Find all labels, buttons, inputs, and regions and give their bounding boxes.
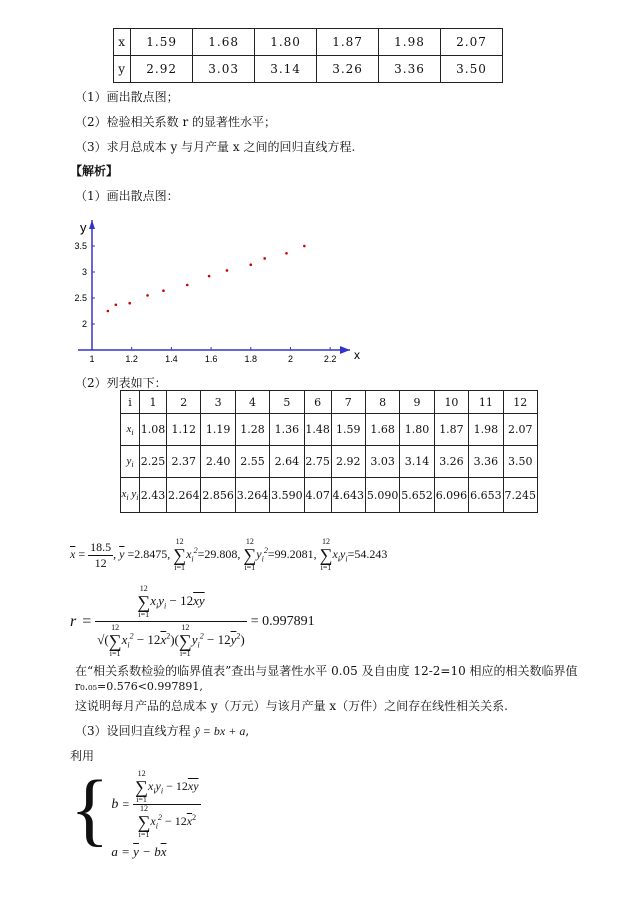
x-tick-label: 1.6 — [204, 354, 218, 364]
data-point — [285, 252, 288, 255]
table-row — [114, 56, 503, 83]
table-cell: 1.87 — [317, 29, 379, 56]
header-cell: 6 — [304, 391, 331, 414]
data-point — [186, 284, 189, 287]
computation-table — [120, 390, 538, 513]
header-cell: 12 — [503, 391, 537, 414]
table-cell: 1.98 — [469, 414, 503, 446]
table-cell: 3.26 — [434, 446, 468, 478]
question-3: （3）求月总成本 y 与月产量 x 之间的回归直线方程. — [75, 140, 356, 154]
x-tick-label: 1 — [89, 354, 95, 364]
y-tick-label: 3 — [81, 267, 87, 277]
table-row — [121, 446, 538, 478]
summary-statistics: $\overline{x}$ = $\frac{18.5}{12}$ , $\overline{y} =2.8475$, 12 ∑ i=1 $x_i^2=29.808$, 12 ∑ i=1 $y_i^2=99.2081$, 12 ∑ i=1 $x_iy_i=54.243$ — [70, 537, 388, 572]
ybar-value: =2.8475, — [127, 546, 171, 561]
table-cell: 1.08 — [140, 414, 167, 446]
table-cell: 6.096 — [434, 478, 468, 513]
table-cell: 4.643 — [331, 478, 365, 513]
critical-value: r₀.₀₅=0.576<0.997891, — [75, 680, 203, 693]
table-cell: 3.590 — [270, 478, 304, 513]
table-cell: 2.92 — [131, 56, 193, 83]
data-point — [226, 269, 229, 272]
scatter-plot — [70, 212, 370, 372]
y-tick-label: 2.5 — [74, 293, 87, 303]
data-point — [162, 289, 165, 292]
sigma-symbol: 12 ∑ i=1 — [319, 537, 333, 572]
row-label: $x_i$ $y_i$ — [121, 478, 140, 513]
y-axis-label: y — [80, 220, 87, 235]
table-cell: 1.80 — [400, 414, 434, 446]
solution-step-3: （3）设回归直线方程 ŷ = bx + a, — [75, 724, 250, 738]
table-cell: 2.40 — [201, 446, 235, 478]
table-cell: 2.37 — [167, 446, 201, 478]
r-value: = 0.997891 — [250, 613, 315, 629]
table-cell: 6.653 — [469, 478, 503, 513]
table-cell: 1.48 — [304, 414, 331, 446]
b-fraction: 12 ∑ i=1 $x_iy_i - 12\overline{xy}$ 12 ∑ i=1 $x_i^2 - 12\overline{x}^2$ — [135, 769, 199, 839]
header-cell: 7 — [331, 391, 365, 414]
table-cell: 1.80 — [255, 29, 317, 56]
table-header-row — [121, 391, 538, 414]
critical-value-text: 在“相关系数检验的临界值表”查出与显著性水平 0.05 及自由度 12-2=10 相应的相关数临界值 — [75, 664, 578, 678]
table-cell: 3.03 — [365, 446, 399, 478]
table-cell: 5.090 — [365, 478, 399, 513]
y-tick-label: 3.5 — [74, 241, 87, 251]
y-tick-label: 2 — [81, 319, 87, 329]
table-cell: 7.245 — [503, 478, 537, 513]
table-cell: 2.07 — [503, 414, 537, 446]
data-point — [249, 263, 252, 266]
table-cell: 3.36 — [469, 446, 503, 478]
header-cell: 2 — [167, 391, 201, 414]
question-2: （2）检验相关系数 r 的显著性水平； — [75, 115, 277, 129]
table-cell: 3.03 — [193, 56, 255, 83]
table-cell: 3.50 — [503, 446, 537, 478]
table-cell: 1.59 — [331, 414, 365, 446]
table-cell: 1.87 — [434, 414, 468, 446]
regression-system: { b = 12 ∑ i=1 $x_iy_i - 12\overline{xy}$ 12 ∑ i=1 $x_i^2 - 12\overline{x}^2$ $a = \overline{y} - b\overline{x}$ — [70, 768, 201, 862]
header-cell: 8 — [365, 391, 399, 414]
table-cell: 1.36 — [270, 414, 304, 446]
header-cell: 5 — [270, 391, 304, 414]
x-tick-label: 2 — [287, 354, 293, 364]
sigma-symbol: 12 ∑ i=1 — [173, 537, 187, 572]
given-data-table — [113, 28, 503, 83]
data-point — [208, 275, 211, 278]
table-cell: 1.68 — [365, 414, 399, 446]
table-cell: 1.19 — [201, 414, 235, 446]
data-point — [303, 245, 306, 248]
solution-heading: 【解析】 — [70, 164, 119, 178]
table-row — [121, 414, 538, 446]
x-axis-arrow — [340, 346, 350, 354]
table-cell: 2.75 — [304, 446, 331, 478]
table-cell: 2.92 — [331, 446, 365, 478]
table-cell: 1.59 — [131, 29, 193, 56]
row-label: $x_i$ — [121, 414, 140, 446]
table-cell: 1.98 — [379, 29, 441, 56]
table-cell: 2.64 — [270, 446, 304, 478]
x-tick-label: 2.2 — [323, 354, 337, 364]
left-brace: { — [70, 763, 110, 854]
solution-step-2: （2）列表如下： — [75, 376, 167, 390]
r-fraction: 12 ∑ i=1 $x_iy_i - 12\overline{xy}$ √( 12 ∑ i=1 $x_i^2 - 12\overline{x}^2$)( 12 ∑ i=1 $y_i^2 - 12\overline{y}^2$) — [97, 584, 245, 658]
header-cell: 10 — [434, 391, 468, 414]
table-cell: 3.264 — [235, 478, 269, 513]
table-row — [114, 29, 503, 56]
sum-x2-value: =29.808, — [197, 546, 241, 561]
row-label: $y_i$ — [121, 446, 140, 478]
table-cell: 3.14 — [400, 446, 434, 478]
header-cell: 3 — [201, 391, 235, 414]
sigma-symbol: 12 ∑ i=1 — [243, 537, 257, 572]
correlation-formula: r = 12 ∑ i=1 $x_iy_i - 12\overline{xy}$ √( 12 ∑ i=1 $x_i^2 - 12\overline{x}^2$)( 12 ∑ i=1 $y_i^2 - 12\overline{y}^2$) = 0.997891 — [70, 584, 315, 658]
table-cell: 1.68 — [193, 29, 255, 56]
data-point — [263, 257, 266, 260]
x-axis-label: x — [354, 348, 360, 362]
table-row — [121, 478, 538, 513]
data-point — [107, 310, 110, 313]
table-cell: 1.12 — [167, 414, 201, 446]
table-cell: 2.856 — [201, 478, 235, 513]
table-cell: 3.26 — [317, 56, 379, 83]
x-tick-label: 1.8 — [244, 354, 258, 364]
data-point — [146, 294, 149, 297]
header-cell: 9 — [400, 391, 434, 414]
table-cell: 1.28 — [235, 414, 269, 446]
table-cell: 2.55 — [235, 446, 269, 478]
data-point — [115, 303, 118, 306]
question-1: （1）画出散点图； — [75, 90, 179, 104]
table-cell: 3.36 — [379, 56, 441, 83]
header-cell: 4 — [235, 391, 269, 414]
header-cell: i — [121, 391, 140, 414]
table-cell: 2.07 — [441, 29, 503, 56]
row-label: y — [114, 56, 131, 83]
x-tick-label: 1.2 — [125, 354, 138, 364]
solution-step-1: （1）画出散点图： — [75, 189, 179, 203]
conclusion-text: 这说明每月产品的总成本 y（万元）与该月产量 x（万件）之间存在线性相关关系. — [75, 699, 508, 713]
table-cell: 3.50 — [441, 56, 503, 83]
table-cell: 4.07 — [304, 478, 331, 513]
table-cell: 2.43 — [140, 478, 167, 513]
table-cell: 2.264 — [167, 478, 201, 513]
sum-y2-value: =99.2081, — [267, 546, 317, 561]
sum-xy-value: =54.243 — [347, 546, 388, 561]
data-point — [128, 302, 131, 305]
table-cell: 2.25 — [140, 446, 167, 478]
header-cell: 1 — [140, 391, 167, 414]
table-cell: 5.652 — [400, 478, 434, 513]
use-text: 利用 — [70, 749, 95, 763]
row-label: x — [114, 29, 131, 56]
x-tick-label: 1.4 — [165, 354, 178, 364]
y-axis-arrow — [89, 220, 95, 229]
header-cell: 11 — [469, 391, 503, 414]
table-cell: 3.14 — [255, 56, 317, 83]
xbar-fraction: $\frac{18.5}{12}$ — [90, 539, 112, 570]
